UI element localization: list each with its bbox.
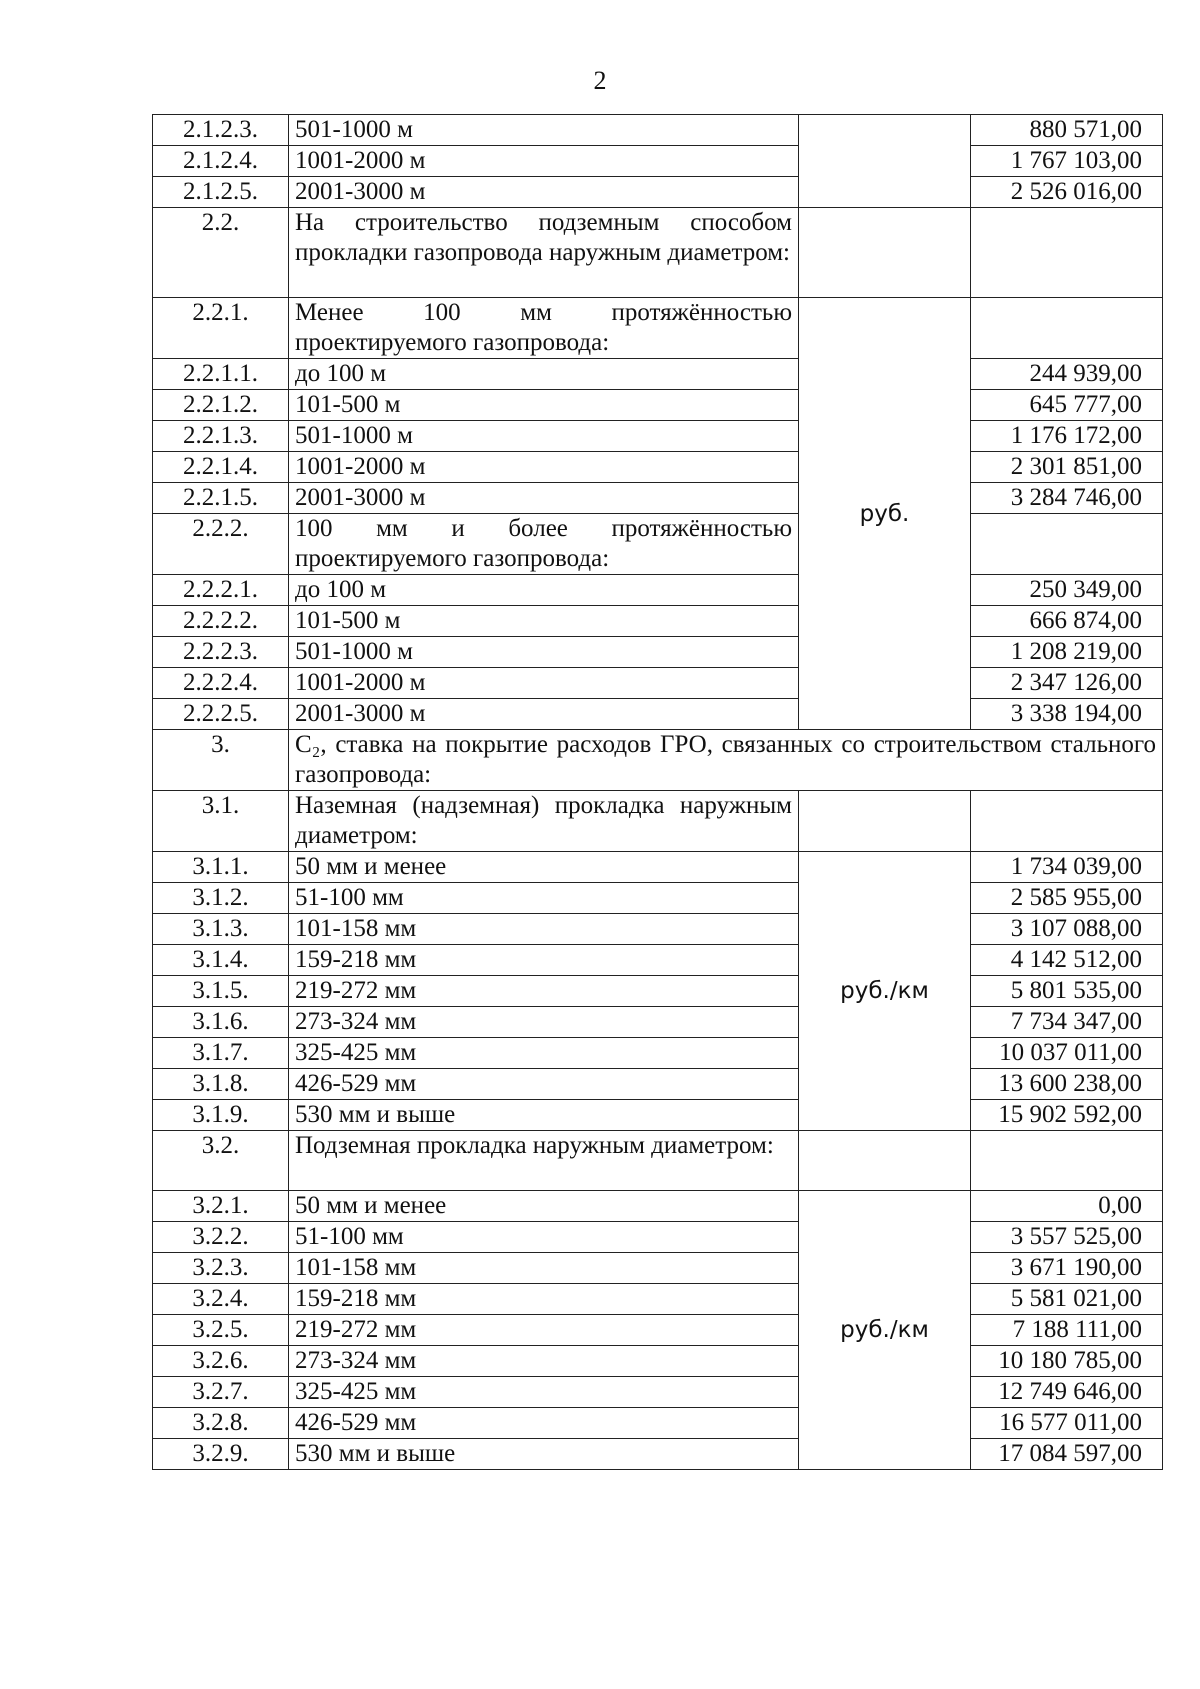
item-value: 2 347 126,00 (971, 668, 1163, 699)
section-description: C₂, ставка на покрытие расходов ГРО, связанных со строительством стального газопровода: (289, 730, 1163, 791)
item-description: 426-529 мм (289, 1408, 799, 1439)
item-value: 17 084 597,00 (971, 1439, 1163, 1470)
item-description: 101-500 м (289, 390, 799, 421)
item-description: На строительство подземным способом прокладки газопровода наружным диаметром: (289, 208, 799, 298)
table-row (153, 390, 1163, 421)
item-number: 2.2.2.4. (153, 668, 289, 699)
item-value: 3 671 190,00 (971, 1253, 1163, 1284)
item-value: 3 284 746,00 (971, 483, 1163, 514)
item-number: 3.2. (153, 1131, 289, 1191)
item-number: 3.1.5. (153, 976, 289, 1007)
table-row (153, 1069, 1163, 1100)
unit-cell: руб./км (799, 1191, 971, 1470)
item-number: 3.1.2. (153, 883, 289, 914)
table-row (153, 1038, 1163, 1069)
item-description: 325-425 мм (289, 1377, 799, 1408)
item-number: 2.2.2.5. (153, 699, 289, 730)
table-row (153, 146, 1163, 177)
item-value: 15 902 592,00 (971, 1100, 1163, 1131)
item-description: 501-1000 м (289, 637, 799, 668)
item-number: 3.2.3. (153, 1253, 289, 1284)
item-value: 5 581 021,00 (971, 1284, 1163, 1315)
table-row (153, 1253, 1163, 1284)
unit-cell: руб. (799, 298, 971, 730)
table-row (153, 1284, 1163, 1315)
item-number: 2.2.1.5. (153, 483, 289, 514)
item-number: 3.2.5. (153, 1315, 289, 1346)
item-description: до 100 м (289, 575, 799, 606)
item-description: 101-500 м (289, 606, 799, 637)
item-number: 2.2.1. (153, 298, 289, 359)
item-description: 100 мм и более протяжённостью проектируемого газопровода: (289, 514, 799, 575)
table-row (153, 852, 1163, 883)
item-description: 101-158 мм (289, 914, 799, 945)
item-number: 3. (153, 730, 289, 791)
item-number: 2.2.1.3. (153, 421, 289, 452)
item-value: 1 176 172,00 (971, 421, 1163, 452)
item-description: Менее 100 мм протяжённостью проектируемого газопровода: (289, 298, 799, 359)
item-value: 12 749 646,00 (971, 1377, 1163, 1408)
item-value: 1 767 103,00 (971, 146, 1163, 177)
table-row (153, 1100, 1163, 1131)
table-row (153, 1408, 1163, 1439)
item-description: 101-158 мм (289, 1253, 799, 1284)
item-description: 273-324 мм (289, 1346, 799, 1377)
item-value: 4 142 512,00 (971, 945, 1163, 976)
item-number: 3.2.4. (153, 1284, 289, 1315)
item-value: 3 107 088,00 (971, 914, 1163, 945)
item-description: 159-218 мм (289, 1284, 799, 1315)
item-number: 3.1.7. (153, 1038, 289, 1069)
item-value: 2 585 955,00 (971, 883, 1163, 914)
item-description: 219-272 мм (289, 976, 799, 1007)
item-value: 13 600 238,00 (971, 1069, 1163, 1100)
table-row (153, 1222, 1163, 1253)
table-row (153, 668, 1163, 699)
item-number: 2.1.2.5. (153, 177, 289, 208)
table-row (153, 1131, 1163, 1191)
item-number: 3.1.6. (153, 1007, 289, 1038)
item-description: Подземная прокладка наружным диаметром: (289, 1131, 799, 1191)
table-row (153, 1315, 1163, 1346)
page-number: 2 (593, 66, 607, 95)
item-number: 3.1. (153, 791, 289, 852)
item-value: 10 037 011,00 (971, 1038, 1163, 1069)
item-value (971, 1131, 1163, 1191)
item-description: 2001-3000 м (289, 177, 799, 208)
unit-cell (799, 208, 971, 298)
item-value: 3 557 525,00 (971, 1222, 1163, 1253)
item-number: 3.2.2. (153, 1222, 289, 1253)
table-row (153, 177, 1163, 208)
table-row (153, 298, 1163, 359)
item-number: 3.2.1. (153, 1191, 289, 1222)
item-value: 0,00 (971, 1191, 1163, 1222)
item-description: 273-324 мм (289, 1007, 799, 1038)
item-value: 16 577 011,00 (971, 1408, 1163, 1439)
table-row (153, 791, 1163, 852)
item-description: Наземная (надземная) прокладка наружным диаметром: (289, 791, 799, 852)
unit-cell: руб./км (799, 852, 971, 1131)
table-row (153, 514, 1163, 575)
item-value: 10 180 785,00 (971, 1346, 1163, 1377)
item-description: 50 мм и менее (289, 1191, 799, 1222)
table-row (153, 1439, 1163, 1470)
item-value: 1 208 219,00 (971, 637, 1163, 668)
item-description: 159-218 мм (289, 945, 799, 976)
table-row (153, 637, 1163, 668)
item-number: 3.2.6. (153, 1346, 289, 1377)
item-description: 530 мм и выше (289, 1100, 799, 1131)
item-number: 2.2.2.3. (153, 637, 289, 668)
item-value (971, 298, 1163, 359)
item-description: 219-272 мм (289, 1315, 799, 1346)
item-number: 3.1.8. (153, 1069, 289, 1100)
table-row (153, 976, 1163, 1007)
item-description: 501-1000 м (289, 115, 799, 146)
item-number: 3.1.4. (153, 945, 289, 976)
table-row (153, 1377, 1163, 1408)
item-description: 426-529 мм (289, 1069, 799, 1100)
item-number: 2.2.2.2. (153, 606, 289, 637)
item-value: 645 777,00 (971, 390, 1163, 421)
item-number: 2.2. (153, 208, 289, 298)
table-row (153, 699, 1163, 730)
unit-cell (799, 115, 971, 208)
item-description: 51-100 мм (289, 1222, 799, 1253)
item-description: 325-425 мм (289, 1038, 799, 1069)
item-value: 880 571,00 (971, 115, 1163, 146)
table-row (153, 575, 1163, 606)
item-value: 5 801 535,00 (971, 976, 1163, 1007)
item-number: 3.1.3. (153, 914, 289, 945)
item-number: 3.2.8. (153, 1408, 289, 1439)
item-value (971, 208, 1163, 298)
item-description: 1001-2000 м (289, 668, 799, 699)
item-value: 2 526 016,00 (971, 177, 1163, 208)
item-description: 2001-3000 м (289, 483, 799, 514)
item-number: 2.1.2.4. (153, 146, 289, 177)
table-row (153, 115, 1163, 146)
item-value: 1 734 039,00 (971, 852, 1163, 883)
table-row (153, 1346, 1163, 1377)
item-value: 2 301 851,00 (971, 452, 1163, 483)
table-row (153, 421, 1163, 452)
item-value: 244 939,00 (971, 359, 1163, 390)
table-row (153, 208, 1163, 298)
tariff-table (152, 114, 1163, 1470)
table-row (153, 945, 1163, 976)
item-value: 7 188 111,00 (971, 1315, 1163, 1346)
item-number: 3.2.7. (153, 1377, 289, 1408)
table-row (153, 483, 1163, 514)
item-value: 3 338 194,00 (971, 699, 1163, 730)
item-number: 2.2.2. (153, 514, 289, 575)
item-number: 2.2.1.2. (153, 390, 289, 421)
table-row (153, 1007, 1163, 1038)
item-value (971, 791, 1163, 852)
table-row (153, 883, 1163, 914)
table-row (153, 452, 1163, 483)
item-value (971, 514, 1163, 575)
item-description: 530 мм и выше (289, 1439, 799, 1470)
item-number: 3.1.1. (153, 852, 289, 883)
item-description: 51-100 мм (289, 883, 799, 914)
item-description: 2001-3000 м (289, 699, 799, 730)
item-number: 2.2.1.4. (153, 452, 289, 483)
item-number: 2.1.2.3. (153, 115, 289, 146)
item-description: до 100 м (289, 359, 799, 390)
item-description: 501-1000 м (289, 421, 799, 452)
item-value: 250 349,00 (971, 575, 1163, 606)
item-number: 2.2.1.1. (153, 359, 289, 390)
item-number: 2.2.2.1. (153, 575, 289, 606)
item-number: 3.1.9. (153, 1100, 289, 1131)
item-description: 1001-2000 м (289, 146, 799, 177)
table-row (153, 359, 1163, 390)
item-value: 666 874,00 (971, 606, 1163, 637)
item-description: 50 мм и менее (289, 852, 799, 883)
item-value: 7 734 347,00 (971, 1007, 1163, 1038)
table-row (153, 606, 1163, 637)
unit-cell (799, 1131, 971, 1191)
item-number: 3.2.9. (153, 1439, 289, 1470)
table-row (153, 1191, 1163, 1222)
item-description: 1001-2000 м (289, 452, 799, 483)
table-row (153, 730, 1163, 791)
table-row (153, 914, 1163, 945)
unit-cell (799, 791, 971, 852)
